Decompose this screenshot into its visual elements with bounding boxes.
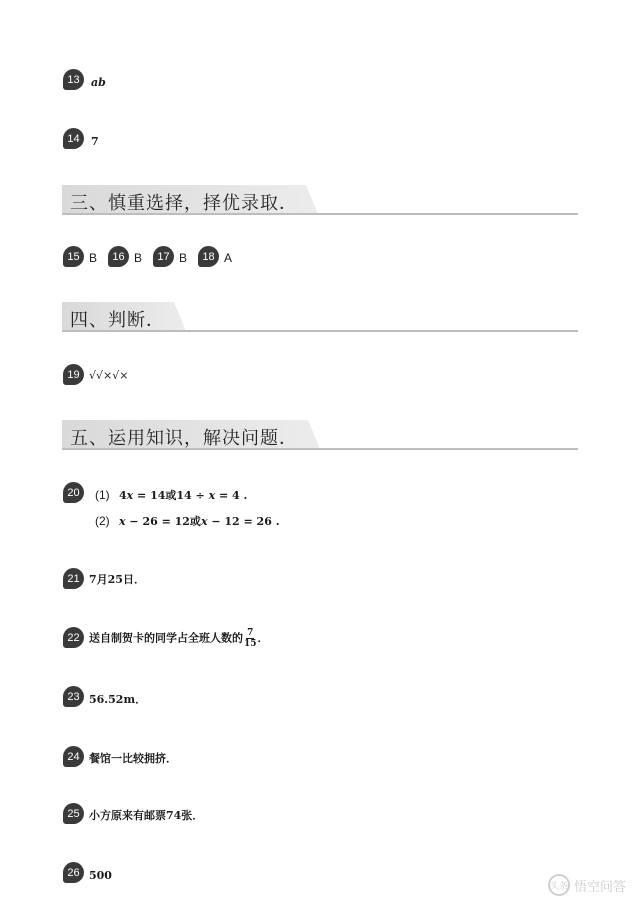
answer-18: A [224, 251, 233, 265]
answer-17: B [179, 251, 188, 265]
section-title: 五、运用知识，解决问题． [70, 428, 298, 449]
section-header-5 [62, 420, 578, 452]
question-number-badge: 16 [108, 246, 129, 267]
answer-16: B [134, 251, 143, 265]
part-label: (1) [95, 488, 110, 502]
question-number-badge: 22 [63, 627, 84, 648]
part-label: (2) [95, 514, 110, 528]
answer-13: ab [91, 76, 106, 89]
answer-22: 送自制贺卡的同学占全班人数的 $\frac{7}{15}$ ． [89, 628, 269, 649]
watermark-text: 悟空问答 [573, 879, 626, 895]
section-title: 四、判断． [70, 310, 165, 331]
question-number-badge: 19 [63, 364, 84, 385]
answer-21: 7月25日． [89, 573, 145, 586]
question-number-badge: 15 [63, 246, 84, 267]
question-number-badge: 25 [63, 803, 84, 824]
question-number-badge: 14 [63, 128, 84, 149]
watermark [548, 874, 626, 896]
section-header-3 [62, 185, 578, 217]
question-number-badge: 18 [198, 246, 219, 267]
question-number-badge: 21 [63, 568, 84, 589]
question-number-badge: 24 [63, 746, 84, 767]
answer-15: B [89, 251, 98, 265]
answer-14: 7 [91, 135, 99, 148]
answer-24: 餐馆一比较拥挤． [89, 752, 177, 765]
answer-26: 500 [89, 869, 112, 882]
question-number-badge: 20 [63, 482, 84, 503]
question-number-badge: 17 [153, 246, 174, 267]
question-number-badge: 26 [63, 862, 84, 883]
answer-23: 56.52m． [89, 693, 147, 706]
toutiao-logo-icon: 头条 [548, 874, 570, 896]
question-number-badge: 13 [63, 69, 84, 90]
section-header-4 [62, 302, 578, 334]
answer-20-2: x − 26 = 12或x − 12 = 26 . [119, 515, 280, 528]
question-number-badge: 23 [63, 686, 84, 707]
fraction: $\frac{7}{15}$ [244, 628, 257, 649]
section-title: 三、慎重选择，择优录取． [70, 193, 298, 214]
answer-20-1: 4x = 14或14 ÷ x = 4 . [119, 489, 248, 502]
answer-25: 小方原来有邮票74张． [89, 809, 204, 822]
answer-19: √√×√× [89, 369, 129, 382]
